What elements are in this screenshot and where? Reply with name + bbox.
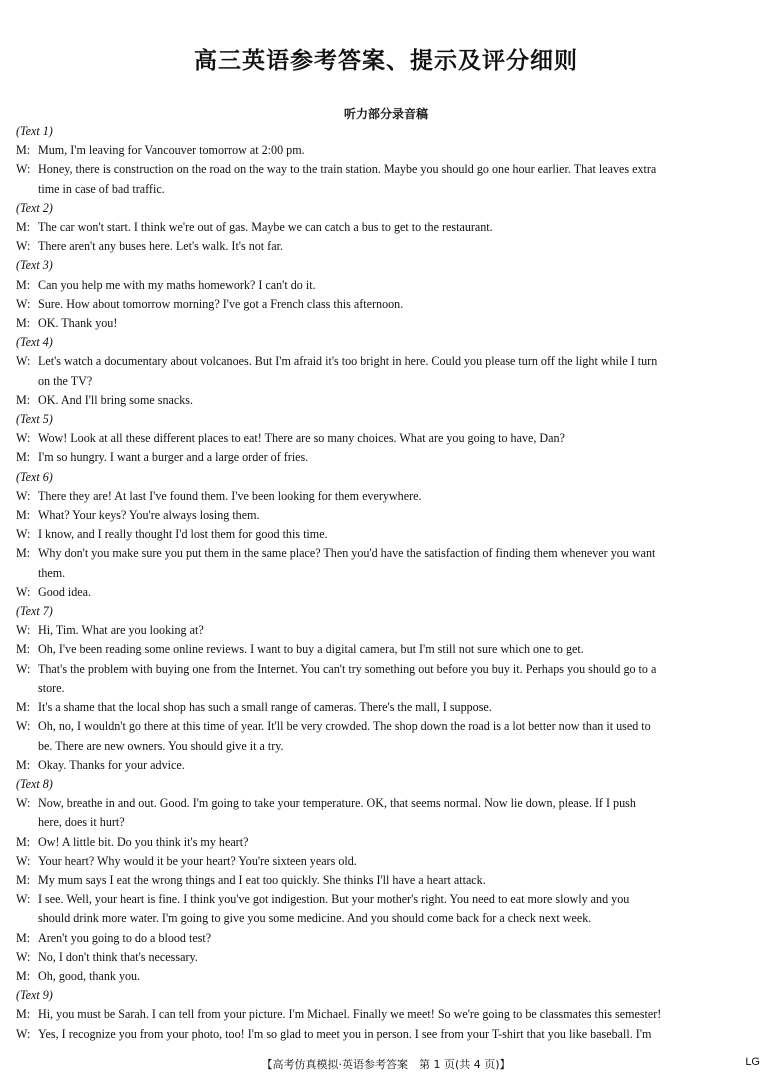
text-label — [16, 410, 762, 429]
text-label — [16, 122, 762, 141]
utterance-text: Sure. How about tomorrow morning? I've got a French class this afternoon. — [38, 296, 404, 311]
dialogue-line — [16, 698, 762, 717]
utterance-text: Honey, there is construction on the road on the way to the train station. Maybe you should go one hour earlier. That leaves extra — [38, 162, 657, 177]
utterance-text: Can you help me with my maths homework? I can't do it. — [38, 277, 316, 292]
speaker-label: W: — [16, 796, 31, 811]
text-label — [16, 602, 762, 621]
utterance-text: Your heart? Why would it be your heart? You're sixteen years old. — [38, 853, 357, 868]
dialogue-continuation: be. There are new owners. You should give it a try. — [38, 738, 284, 753]
text-label-text: (Text 7) — [16, 604, 53, 619]
dialogue-line — [16, 967, 762, 986]
dialogue-line — [16, 1005, 762, 1024]
utterance-text: Hi, you must be Sarah. I can tell from your picture. I'm Michael. Finally we meet! So we're going to be classmates this semester! — [38, 1007, 662, 1022]
speaker-label: W: — [16, 949, 31, 964]
speaker-label: M: — [16, 316, 31, 331]
dialogue-line — [16, 890, 762, 909]
speaker-label: W: — [16, 1026, 31, 1041]
dialogue-line — [16, 276, 762, 295]
utterance-text: Yes, I recognize you from your photo, too! I'm so glad to meet you in person. I see from your T-shirt that you like baseball. I'm — [38, 1026, 652, 1041]
utterance-text: Oh, good, thank you. — [38, 968, 141, 983]
speaker-label: M: — [16, 968, 31, 983]
utterance-text: My mum says I eat the wrong things and I eat too quickly. She thinks I'll have a heart attack. — [38, 872, 486, 887]
speaker-label: M: — [16, 834, 31, 849]
utterance-text: Ow! A little bit. Do you think it's my heart? — [38, 834, 249, 849]
speaker-label: W: — [16, 239, 31, 254]
speaker-label: W: — [16, 584, 31, 599]
speaker-label: W: — [16, 162, 31, 177]
text-label-text: (Text 1) — [16, 124, 53, 138]
speaker-label: M: — [16, 930, 31, 945]
utterance-text: Wow! Look at all these different places to eat! There are so many choices. What are you going to have, Dan? — [38, 431, 565, 446]
speaker-label: M: — [16, 546, 31, 561]
dialogue-line — [16, 487, 762, 506]
page-title: 高三英语参考答案、提示及评分细则 — [194, 48, 578, 74]
dialogue-line — [16, 717, 762, 736]
utterance-text: That's the problem with buying one from the Internet. You can't try something out before you buy it. Perhaps you should go to a — [38, 661, 657, 676]
dialogue-continuation: them. — [38, 565, 66, 580]
speaker-label: W: — [16, 623, 31, 638]
dialogue-line — [16, 794, 762, 813]
dialogue-line — [16, 621, 762, 640]
utterance-text: No, I don't think that's necessary. — [38, 949, 198, 964]
dialogue-line — [16, 237, 762, 256]
utterance-text: The car won't start. I think we're out of gas. Maybe we can catch a bus to get to the restaurant. — [38, 220, 493, 235]
dialogue-continuation: on the TV? — [38, 373, 93, 388]
utterance-text: There aren't any buses here. Let's walk. It's not far. — [38, 239, 283, 254]
text-label-text: (Text 3) — [16, 258, 53, 273]
utterance-text: I know, and I really thought I'd lost them for good this time. — [38, 527, 328, 542]
speaker-label: M: — [16, 757, 31, 772]
utterance-text: Let's watch a documentary about volcanoes. But I'm afraid it's too bright in here. Could you please turn off the light while I turn — [38, 354, 658, 369]
utterance-text: Aren't you going to do a blood test? — [38, 930, 212, 945]
speaker-label: W: — [16, 719, 31, 734]
utterance-text: Why don't you make sure you put them in the same place? Then you'd have the satisfaction of finding them whenever you want — [38, 546, 656, 561]
footer-code: LG — [745, 1056, 760, 1068]
dialogue-line — [16, 314, 762, 333]
speaker-label: M: — [16, 1007, 31, 1022]
dialogue-line — [16, 583, 762, 602]
utterance-text: I see. Well, your heart is fine. I think you've got indigestion. But your mother's right. You need to eat more slowly and you — [38, 892, 630, 907]
speaker-label: M: — [16, 642, 31, 657]
text-label-text: (Text 9) — [16, 988, 53, 1003]
speaker-label: M: — [16, 220, 31, 235]
text-label-text: (Text 6) — [16, 469, 53, 484]
text-label — [16, 468, 762, 487]
text-label-text: (Text 4) — [16, 335, 53, 350]
dialogue-line — [16, 833, 762, 852]
speaker-label: W: — [16, 354, 31, 369]
speaker-label: M: — [16, 143, 31, 158]
dialogue-line — [16, 295, 762, 314]
speaker-label: M: — [16, 392, 31, 407]
dialogue-line — [16, 391, 762, 410]
utterance-text: There they are! At last I've found them. I've been looking for them everywhere. — [38, 488, 422, 503]
dialogue-line — [16, 218, 762, 237]
speaker-label: W: — [16, 527, 31, 542]
dialogue-line — [16, 506, 762, 525]
utterance-text: Oh, I've been reading some online reviews. I want to buy a digital camera, but I'm still not sure which one to get. — [38, 642, 584, 657]
speaker-label: W: — [16, 853, 31, 868]
dialogue-line — [16, 429, 762, 448]
text-label — [16, 256, 762, 275]
dialogue-line — [16, 871, 762, 890]
section-subtitle: 听力部分录音稿 — [343, 107, 428, 121]
footer-page-info: 【高考仿真模拟·英语参考答案 第 1 页(共 4 页)】 — [261, 1058, 511, 1071]
speaker-label: M: — [16, 450, 31, 465]
dialogue-line — [16, 640, 762, 659]
dialogue-line — [16, 352, 762, 371]
dialogue-line — [16, 141, 762, 160]
text-label-text: (Text 5) — [16, 412, 53, 427]
dialogue-line — [16, 660, 762, 679]
dialogue-continuation: should drink more water. I'm going to give you some medicine. And you should come back for a check next week. — [38, 911, 592, 926]
dialogue-line — [16, 525, 762, 544]
speaker-label: W: — [16, 296, 31, 311]
utterance-text: Okay. Thanks for your advice. — [38, 757, 185, 772]
speaker-label: M: — [16, 508, 31, 523]
speaker-label: W: — [16, 892, 31, 907]
dialogue-line — [16, 756, 762, 775]
utterance-text: Hi, Tim. What are you looking at? — [38, 623, 204, 638]
utterance-text: Mum, I'm leaving for Vancouver tomorrow at 2:00 pm. — [38, 143, 305, 158]
text-label — [16, 775, 762, 794]
utterance-text: OK. Thank you! — [38, 316, 118, 331]
text-label-text: (Text 2) — [16, 200, 53, 215]
dialogue-line — [16, 929, 762, 948]
utterance-text: I'm so hungry. I want a burger and a large order of fries. — [38, 450, 309, 465]
utterance-text: Good idea. — [38, 584, 92, 599]
dialogue-continuation: time in case of bad traffic. — [38, 181, 165, 196]
speaker-label: W: — [16, 431, 31, 446]
dialogue-line — [16, 852, 762, 871]
dialogue-line — [16, 1025, 762, 1044]
utterance-text: OK. And I'll bring some snacks. — [38, 392, 194, 407]
speaker-label: M: — [16, 872, 31, 887]
dialogue-line — [16, 160, 762, 179]
text-label-text: (Text 8) — [16, 776, 53, 791]
listening-transcript — [16, 122, 762, 1044]
speaker-label: M: — [16, 700, 31, 715]
text-label — [16, 199, 762, 218]
speaker-label: W: — [16, 661, 31, 676]
text-label — [16, 986, 762, 1005]
text-label — [16, 333, 762, 352]
dialogue-line — [16, 448, 762, 467]
dialogue-line — [16, 544, 762, 563]
dialogue-continuation: here, does it hurt? — [38, 815, 125, 830]
utterance-text: Oh, no, I wouldn't go there at this time of year. It'll be very crowded. The shop down the road is a lot better now than it used to — [38, 719, 651, 734]
dialogue-line — [16, 948, 762, 967]
speaker-label: M: — [16, 277, 31, 292]
page-footer — [0, 1054, 772, 1074]
utterance-text: It's a shame that the local shop has such a small range of cameras. There's the mall, I suppose. — [38, 700, 492, 715]
utterance-text: Now, breathe in and out. Good. I'm going to take your temperature. OK, that seems normal. Now lie down, please. If I push — [38, 796, 636, 811]
speaker-label: W: — [16, 488, 31, 503]
dialogue-continuation: store. — [38, 680, 65, 695]
utterance-text: What? Your keys? You're always losing them. — [38, 508, 260, 523]
